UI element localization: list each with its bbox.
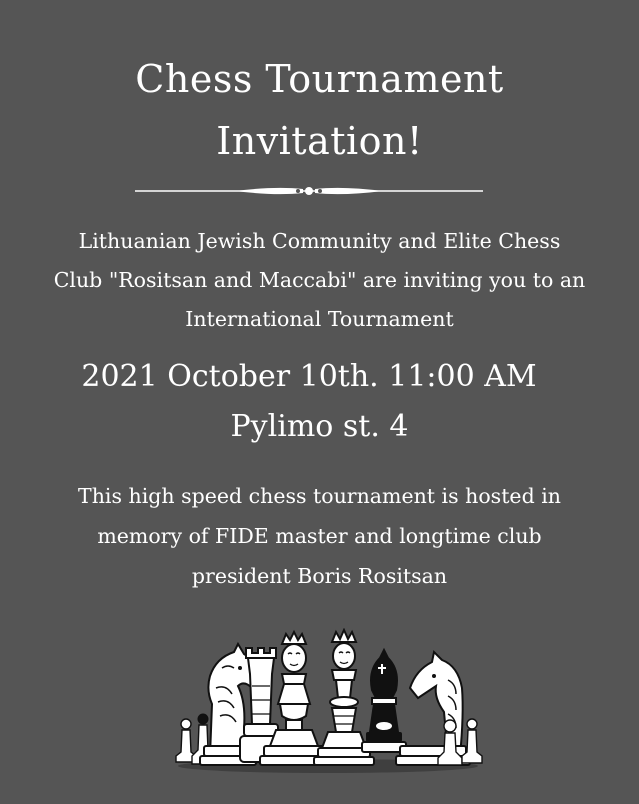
title-line-2: Invitation! [216, 119, 423, 163]
memorial-line-2: memory of FIDE master and longtime club [97, 524, 542, 548]
intro-line-1: Lithuanian Jewish Community and Elite Chess [78, 229, 561, 253]
knight-icon [396, 652, 470, 765]
memorial-line-1: This high speed chess tournament is hosted in [78, 484, 561, 508]
invitation-title [0, 48, 639, 172]
chess-pieces-illustration [172, 628, 484, 774]
event-address: Pylimo st. 4 [230, 409, 409, 444]
invitation-intro [0, 222, 639, 339]
intro-line-2: Club "Rositsan and Maccabi" are inviting you to an [53, 268, 586, 292]
title-line-1: Chess Tournament [135, 57, 504, 101]
event-date-time: 2021 October 10th. 11:00 AM [81, 359, 537, 394]
memorial-text [0, 476, 639, 596]
bishop-icon [362, 650, 406, 752]
intro-line-3: International Tournament [185, 307, 454, 331]
pawn-icon [462, 719, 482, 763]
memorial-line-3: president Boris Rositsan [191, 564, 448, 588]
ornamental-divider-icon [135, 183, 483, 199]
